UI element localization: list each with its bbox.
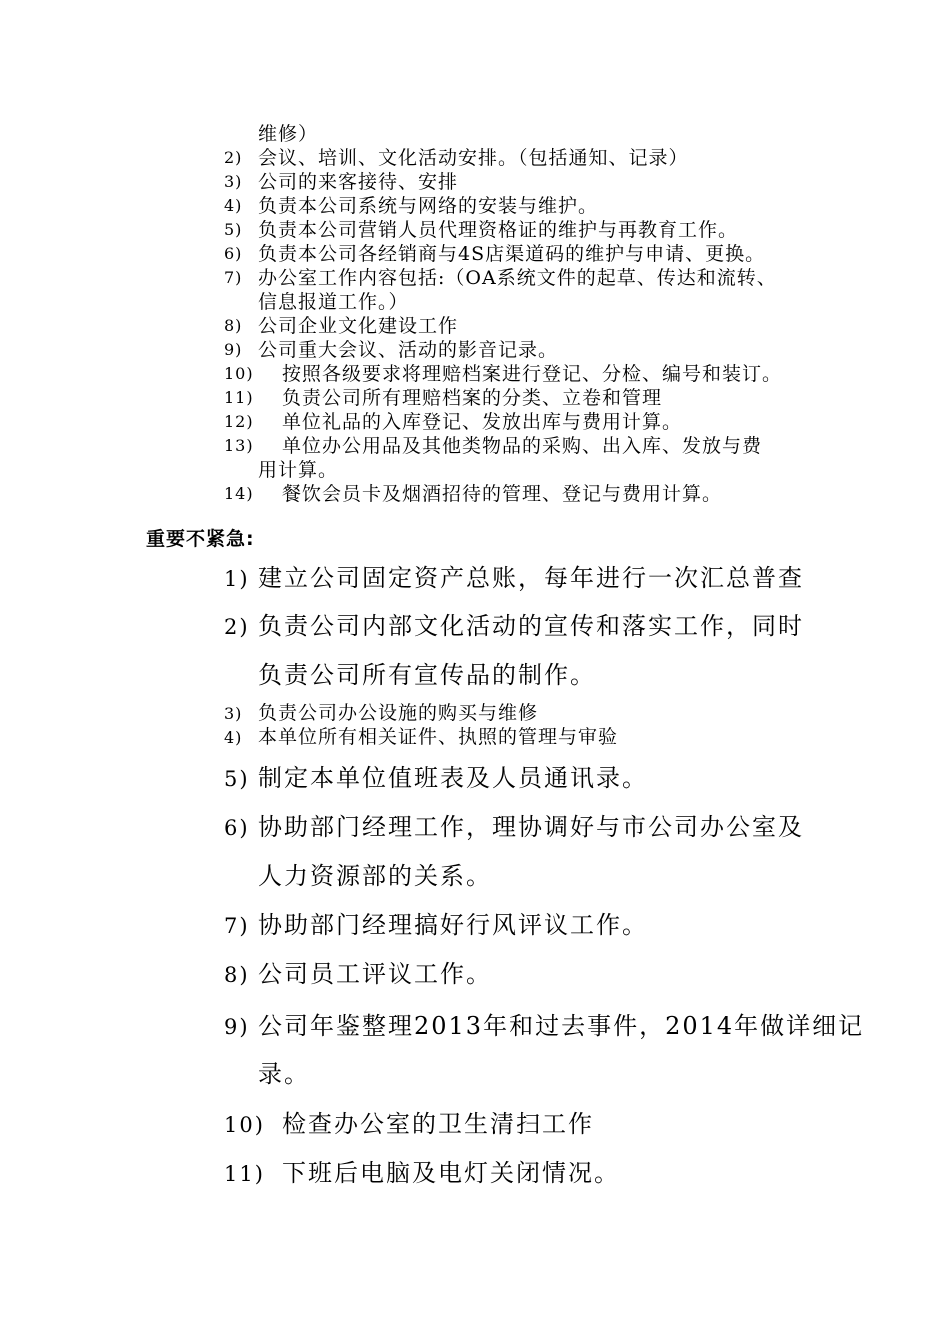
main-list-item-6 — [224, 807, 804, 842]
list-item-text: 办公室工作内容包括:（OA系统文件的起草、传达和流转、 — [258, 267, 777, 289]
list-item-text: 按照各级要求将理赔档案进行登记、分检、编号和装订。 — [282, 363, 783, 385]
list-item-continuation: 用计算。 — [258, 459, 339, 481]
list-item-text: 建立公司固定资产总账，每年进行一次汇总普查 — [258, 564, 804, 592]
list-item-number: 2) — [224, 615, 250, 639]
main-list-item-6-continuation: 人力资源部的关系。 — [258, 862, 492, 890]
main-list-item-9 — [224, 1006, 864, 1041]
list-item-number: 6) — [224, 244, 243, 263]
list-item-number: 10) — [224, 364, 254, 383]
list-item — [224, 146, 824, 170]
list-item-text: 公司年鉴整理2013年和过去事件，2014年做详细记 — [258, 1012, 865, 1040]
list-item-text: 公司的来客接待、安排 — [258, 171, 459, 193]
list-item — [224, 338, 824, 362]
list-item — [224, 314, 824, 338]
top-list — [224, 122, 824, 506]
main-list-item-5 — [224, 758, 648, 793]
main-list-item-10 — [224, 1104, 594, 1139]
list-item-text: 单位办公用品及其他类物品的采购、出入库、发放与费 — [282, 435, 763, 457]
list-item-text: 协助部门经理搞好行风评议工作。 — [258, 911, 648, 939]
list-item-text: 下班后电脑及电灯关闭情况。 — [282, 1159, 620, 1187]
list-item-text: 负责公司所有理赔档案的分类、立卷和管理 — [282, 387, 663, 409]
list-item-text: 本单位所有相关证件、执照的管理与审验 — [258, 726, 619, 748]
list-item-continuation: 维修） — [258, 123, 319, 145]
list-item-text: 公司企业文化建设工作 — [258, 315, 459, 337]
list-item-text: 负责本公司各经销商与4S店渠道码的维护与申请、更换。 — [258, 243, 766, 265]
list-item — [224, 362, 824, 386]
list-item-number: 11) — [224, 388, 254, 407]
list-item-number: 9) — [224, 1015, 250, 1039]
list-item-number: 13) — [224, 436, 254, 455]
list-item-text: 餐饮会员卡及烟酒招待的管理、登记与费用计算。 — [282, 483, 723, 505]
main-list-item-3 — [224, 698, 538, 725]
list-item-number: 3) — [224, 172, 243, 191]
main-list-item-8 — [224, 954, 492, 989]
section-heading: 重要不紧急: — [146, 528, 255, 550]
list-item-text: 制定本单位值班表及人员通讯录。 — [258, 764, 648, 792]
list-item — [224, 170, 824, 194]
list-item-number: 5) — [224, 767, 250, 791]
list-item-text: 协助部门经理工作，理协调好与市公司办公室及 — [258, 813, 804, 841]
list-item-text: 负责本公司系统与网络的安装与维护。 — [258, 195, 599, 217]
list-item-number: 12) — [224, 412, 254, 431]
list-item — [224, 194, 824, 218]
list-item — [224, 242, 824, 266]
list-item-text: 单位礼品的入库登记、发放出库与费用计算。 — [282, 411, 683, 433]
list-item-number: 3) — [224, 704, 243, 723]
list-item-number: 2) — [224, 148, 243, 167]
list-item — [224, 122, 824, 146]
main-list-item-9-continuation: 录。 — [258, 1060, 310, 1088]
list-item-number: 1) — [224, 567, 250, 591]
list-item-number: 8) — [224, 963, 250, 987]
main-list-item-2-continuation: 负责公司所有宣传品的制作。 — [258, 661, 596, 689]
list-item-text: 会议、培训、文化活动安排。（包括通知、记录） — [258, 147, 689, 169]
list-item-number: 8) — [224, 316, 243, 335]
list-item — [224, 482, 824, 506]
list-item-continuation: 信息报道工作。） — [258, 291, 409, 313]
list-item-number: 6) — [224, 816, 250, 840]
list-item-text: 负责本公司营销人员代理资格证的维护与再教育工作。 — [258, 219, 739, 241]
main-list-item-1 — [224, 558, 804, 593]
main-list-item-2 — [224, 606, 804, 641]
list-item — [224, 434, 824, 482]
list-item-number: 10) — [224, 1113, 265, 1137]
main-list-item-7 — [224, 905, 648, 940]
list-item-text: 负责公司办公设施的购买与维修 — [258, 702, 539, 724]
list-item-number: 5) — [224, 220, 243, 239]
list-item-number: 7) — [224, 914, 250, 938]
list-item — [224, 218, 824, 242]
main-list-item-4 — [224, 722, 618, 749]
list-item-number: 4) — [224, 728, 243, 747]
list-item-number: 9) — [224, 340, 243, 359]
main-list-item-11 — [224, 1153, 620, 1188]
list-item-text: 负责公司内部文化活动的宣传和落实工作，同时 — [258, 612, 804, 640]
list-item-number: 11) — [224, 1162, 265, 1186]
list-item — [224, 266, 824, 314]
list-item-number: 14) — [224, 484, 254, 503]
list-item — [224, 386, 824, 410]
list-item-number: 4) — [224, 196, 243, 215]
list-item-number: 7) — [224, 268, 243, 287]
list-item-text: 检查办公室的卫生清扫工作 — [282, 1110, 594, 1138]
list-item-text: 公司员工评议工作。 — [258, 960, 492, 988]
list-item — [224, 410, 824, 434]
list-item-text: 公司重大会议、活动的影音记录。 — [258, 339, 559, 361]
